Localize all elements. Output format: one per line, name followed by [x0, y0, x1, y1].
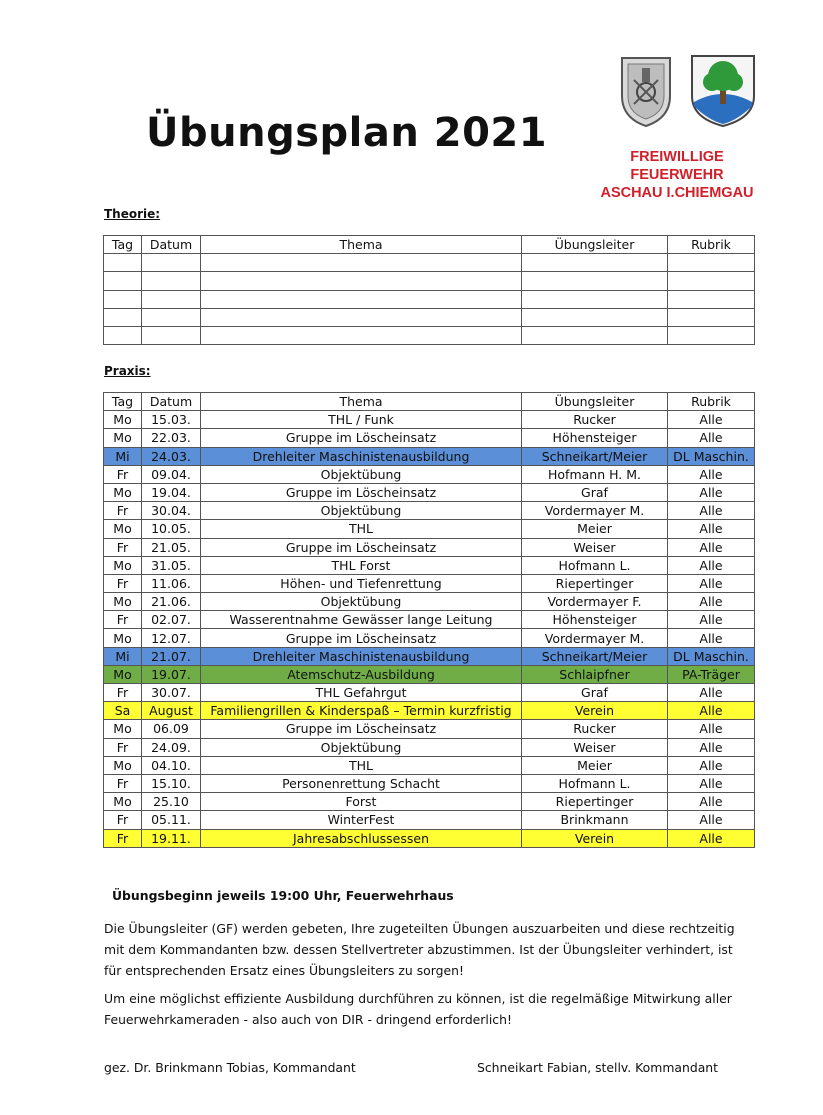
cell-rubrik: DL Maschin.	[668, 647, 755, 665]
cell-rubrik: DL Maschin.	[668, 447, 755, 465]
table-cell	[201, 254, 522, 272]
cell-thema: Gruppe im Löscheinsatz	[201, 720, 522, 738]
table-cell	[668, 254, 755, 272]
theory-label: Theorie:	[104, 207, 161, 221]
col-header-thema: Thema	[201, 393, 522, 411]
cell-leiter: Vordermayer M.	[522, 502, 668, 520]
table-cell	[142, 272, 201, 290]
table-row	[104, 411, 755, 429]
table-cell	[201, 272, 522, 290]
cell-rubrik: Alle	[668, 756, 755, 774]
table-cell	[668, 308, 755, 326]
cell-thema: THL	[201, 756, 522, 774]
cell-leiter: Schneikart/Meier	[522, 447, 668, 465]
cell-datum: 30.04.	[142, 502, 201, 520]
cell-thema: WinterFest	[201, 811, 522, 829]
cell-leiter: Hofmann L.	[522, 774, 668, 792]
municipal-tree-crest-icon	[688, 52, 758, 128]
cell-leiter: Weiser	[522, 538, 668, 556]
signature-deputy: Schneikart Fabian, stellv. Kommandant	[477, 1060, 719, 1075]
table-row	[104, 429, 755, 447]
table-row	[104, 647, 755, 665]
cell-thema: Gruppe im Löscheinsatz	[201, 629, 522, 647]
cell-leiter: Graf	[522, 684, 668, 702]
cell-datum: 10.05.	[142, 520, 201, 538]
cell-leiter: Verein	[522, 829, 668, 847]
org-line-1: FREIWILLIGE	[630, 149, 724, 165]
cell-datum: 05.11.	[142, 811, 201, 829]
practice-label: Praxis:	[104, 364, 151, 378]
table-cell	[104, 272, 142, 290]
cell-thema: Gruppe im Löscheinsatz	[201, 483, 522, 501]
training-start-note: Übungsbeginn jeweils 19:00 Uhr, Feuerwehrhaus	[112, 888, 454, 903]
table-cell	[522, 308, 668, 326]
page-title: Übungsplan 2021	[146, 110, 548, 156]
cell-leiter: Vordermayer F.	[522, 593, 668, 611]
table-row	[104, 611, 755, 629]
cell-datum: August	[142, 702, 201, 720]
cell-tag: Fr	[104, 465, 142, 483]
table-row	[104, 738, 755, 756]
cell-leiter: Graf	[522, 483, 668, 501]
table-row	[104, 538, 755, 556]
table-cell	[142, 254, 201, 272]
cell-tag: Fr	[104, 684, 142, 702]
table-cell	[522, 254, 668, 272]
cell-thema: Personenrettung Schacht	[201, 774, 522, 792]
cell-thema: Atemschutz-Ausbildung	[201, 665, 522, 683]
practice-table	[103, 392, 755, 848]
cell-thema: THL	[201, 520, 522, 538]
cell-thema: Objektübung	[201, 502, 522, 520]
org-line-2: FEUERWEHR	[630, 167, 724, 183]
cell-leiter: Vordermayer M.	[522, 629, 668, 647]
cell-leiter: Meier	[522, 756, 668, 774]
cell-datum: 12.07.	[142, 629, 201, 647]
cell-thema: Höhen- und Tiefenrettung	[201, 574, 522, 592]
table-row	[104, 447, 755, 465]
table-row	[104, 308, 755, 326]
table-row	[104, 593, 755, 611]
cell-tag: Mo	[104, 593, 142, 611]
cell-tag: Fr	[104, 538, 142, 556]
col-header-thema: Thema	[201, 236, 522, 254]
table-cell	[104, 254, 142, 272]
cell-thema: Objektübung	[201, 738, 522, 756]
cell-rubrik: Alle	[668, 702, 755, 720]
cell-tag: Fr	[104, 611, 142, 629]
cell-tag: Fr	[104, 811, 142, 829]
cell-rubrik: Alle	[668, 593, 755, 611]
cell-tag: Mo	[104, 756, 142, 774]
cell-datum: 11.06.	[142, 574, 201, 592]
cell-rubrik: Alle	[668, 465, 755, 483]
table-row	[104, 684, 755, 702]
table-row	[104, 290, 755, 308]
table-cell	[668, 290, 755, 308]
table-cell	[201, 308, 522, 326]
table-row	[104, 629, 755, 647]
participation-paragraph: Um eine möglichst effiziente Ausbildung durchführen zu können, ist die regelmäßige Mitwirkung aller Feuerwehrkameraden - also auch von DIR - dringend erforderlich!	[104, 991, 732, 1027]
cell-thema: Objektübung	[201, 593, 522, 611]
cell-datum: 21.05.	[142, 538, 201, 556]
col-header-rubrik: Rubrik	[668, 236, 755, 254]
cell-rubrik: Alle	[668, 520, 755, 538]
table-row	[104, 254, 755, 272]
cell-leiter: Weiser	[522, 738, 668, 756]
table-cell	[104, 290, 142, 308]
cell-datum: 09.04.	[142, 465, 201, 483]
cell-datum: 15.03.	[142, 411, 201, 429]
col-header-rubrik: Rubrik	[668, 393, 755, 411]
cell-datum: 25.10	[142, 793, 201, 811]
cell-thema: Jahresabschlussessen	[201, 829, 522, 847]
cell-tag: Fr	[104, 829, 142, 847]
cell-leiter: Riepertinger	[522, 574, 668, 592]
cell-tag: Mi	[104, 447, 142, 465]
cell-datum: 06.09	[142, 720, 201, 738]
cell-leiter: Riepertinger	[522, 793, 668, 811]
table-cell	[668, 326, 755, 344]
cell-tag: Mo	[104, 411, 142, 429]
table-row	[104, 272, 755, 290]
cell-leiter: Schlaipfner	[522, 665, 668, 683]
instructions-paragraph: Die Übungsleiter (GF) werden gebeten, Ihre zugeteilten Übungen auszuarbeiten und diese rechtzeitig mit dem Kommandanten bzw. dessen Stellvertreter abzustimmen. Ist der Übungsleiter verhindert, ist für entsprechenden Ersatz eines Übungsleiters zu sorgen!	[104, 921, 735, 978]
col-header-tag: Tag	[104, 236, 142, 254]
cell-rubrik: Alle	[668, 483, 755, 501]
cell-tag: Mo	[104, 483, 142, 501]
table-cell	[142, 308, 201, 326]
cell-rubrik: Alle	[668, 738, 755, 756]
cell-rubrik: Alle	[668, 684, 755, 702]
table-cell	[522, 326, 668, 344]
cell-thema: THL Gefahrgut	[201, 684, 522, 702]
col-header-leiter: Übungsleiter	[522, 393, 668, 411]
table-row	[104, 502, 755, 520]
signature-commander: gez. Dr. Brinkmann Tobias, Kommandant	[104, 1060, 356, 1075]
table-row	[104, 702, 755, 720]
cell-datum: 19.11.	[142, 829, 201, 847]
cell-tag: Sa	[104, 702, 142, 720]
col-header-tag: Tag	[104, 393, 142, 411]
cell-rubrik: Alle	[668, 411, 755, 429]
table-row	[104, 483, 755, 501]
cell-leiter: Höhensteiger	[522, 611, 668, 629]
table-row	[104, 520, 755, 538]
col-header-datum: Datum	[142, 236, 201, 254]
cell-tag: Fr	[104, 574, 142, 592]
cell-rubrik: Alle	[668, 720, 755, 738]
table-row	[104, 326, 755, 344]
table-row	[104, 574, 755, 592]
cell-thema: Drehleiter Maschinistenausbildung	[201, 647, 522, 665]
cell-leiter: Brinkmann	[522, 811, 668, 829]
cell-leiter: Rucker	[522, 411, 668, 429]
cell-tag: Mo	[104, 629, 142, 647]
cell-datum: 19.07.	[142, 665, 201, 683]
table-cell	[201, 290, 522, 308]
cell-leiter: Hofmann H. M.	[522, 465, 668, 483]
table-cell	[104, 326, 142, 344]
cell-datum: 02.07.	[142, 611, 201, 629]
cell-thema: Wasserentnahme Gewässer lange Leitung	[201, 611, 522, 629]
cell-datum: 30.07.	[142, 684, 201, 702]
table-row	[104, 829, 755, 847]
practice-header-row	[104, 393, 755, 411]
table-row	[104, 811, 755, 829]
cell-thema: THL Forst	[201, 556, 522, 574]
cell-tag: Mo	[104, 556, 142, 574]
table-cell	[201, 326, 522, 344]
col-header-datum: Datum	[142, 393, 201, 411]
col-header-leiter: Übungsleiter	[522, 236, 668, 254]
organization-name	[590, 148, 764, 202]
cell-tag: Fr	[104, 738, 142, 756]
theory-table	[103, 235, 755, 345]
cell-thema: THL / Funk	[201, 411, 522, 429]
table-row	[104, 465, 755, 483]
table-cell	[142, 290, 201, 308]
table-cell	[522, 290, 668, 308]
cell-rubrik: Alle	[668, 429, 755, 447]
table-cell	[668, 272, 755, 290]
table-row	[104, 556, 755, 574]
cell-rubrik: Alle	[668, 774, 755, 792]
cell-tag: Mo	[104, 720, 142, 738]
table-row	[104, 756, 755, 774]
table-row	[104, 793, 755, 811]
cell-rubrik: Alle	[668, 811, 755, 829]
cell-rubrik: Alle	[668, 538, 755, 556]
cell-leiter: Hofmann L.	[522, 556, 668, 574]
cell-tag: Mo	[104, 665, 142, 683]
cell-rubrik: Alle	[668, 629, 755, 647]
cell-datum: 31.05.	[142, 556, 201, 574]
table-row	[104, 665, 755, 683]
cell-tag: Mo	[104, 520, 142, 538]
cell-rubrik: PA-Träger	[668, 665, 755, 683]
cell-tag: Mi	[104, 647, 142, 665]
cell-datum: 04.10.	[142, 756, 201, 774]
table-cell	[142, 326, 201, 344]
cell-thema: Familiengrillen & Kinderspaß – Termin kurzfristig	[201, 702, 522, 720]
table-row	[104, 720, 755, 738]
cell-rubrik: Alle	[668, 829, 755, 847]
cell-leiter: Verein	[522, 702, 668, 720]
org-line-3: ASCHAU I.CHIEMGAU	[600, 185, 754, 201]
cell-datum: 22.03.	[142, 429, 201, 447]
cell-datum: 24.03.	[142, 447, 201, 465]
cell-datum: 21.07.	[142, 647, 201, 665]
cell-tag: Fr	[104, 774, 142, 792]
cell-thema: Gruppe im Löscheinsatz	[201, 429, 522, 447]
cell-leiter: Schneikart/Meier	[522, 647, 668, 665]
cell-datum: 24.09.	[142, 738, 201, 756]
cell-rubrik: Alle	[668, 556, 755, 574]
cell-tag: Mo	[104, 793, 142, 811]
cell-leiter: Rucker	[522, 720, 668, 738]
table-cell	[104, 308, 142, 326]
cell-thema: Gruppe im Löscheinsatz	[201, 538, 522, 556]
fire-brigade-crest-icon	[618, 52, 674, 128]
cell-datum: 21.06.	[142, 593, 201, 611]
cell-thema: Forst	[201, 793, 522, 811]
cell-rubrik: Alle	[668, 611, 755, 629]
table-row	[104, 774, 755, 792]
cell-datum: 19.04.	[142, 483, 201, 501]
table-cell	[522, 272, 668, 290]
cell-datum: 15.10.	[142, 774, 201, 792]
cell-rubrik: Alle	[668, 793, 755, 811]
theory-header-row	[104, 236, 755, 254]
cell-leiter: Meier	[522, 520, 668, 538]
cell-rubrik: Alle	[668, 574, 755, 592]
cell-rubrik: Alle	[668, 502, 755, 520]
cell-tag: Mo	[104, 429, 142, 447]
cell-thema: Objektübung	[201, 465, 522, 483]
cell-leiter: Höhensteiger	[522, 429, 668, 447]
cell-thema: Drehleiter Maschinistenausbildung	[201, 447, 522, 465]
cell-tag: Fr	[104, 502, 142, 520]
